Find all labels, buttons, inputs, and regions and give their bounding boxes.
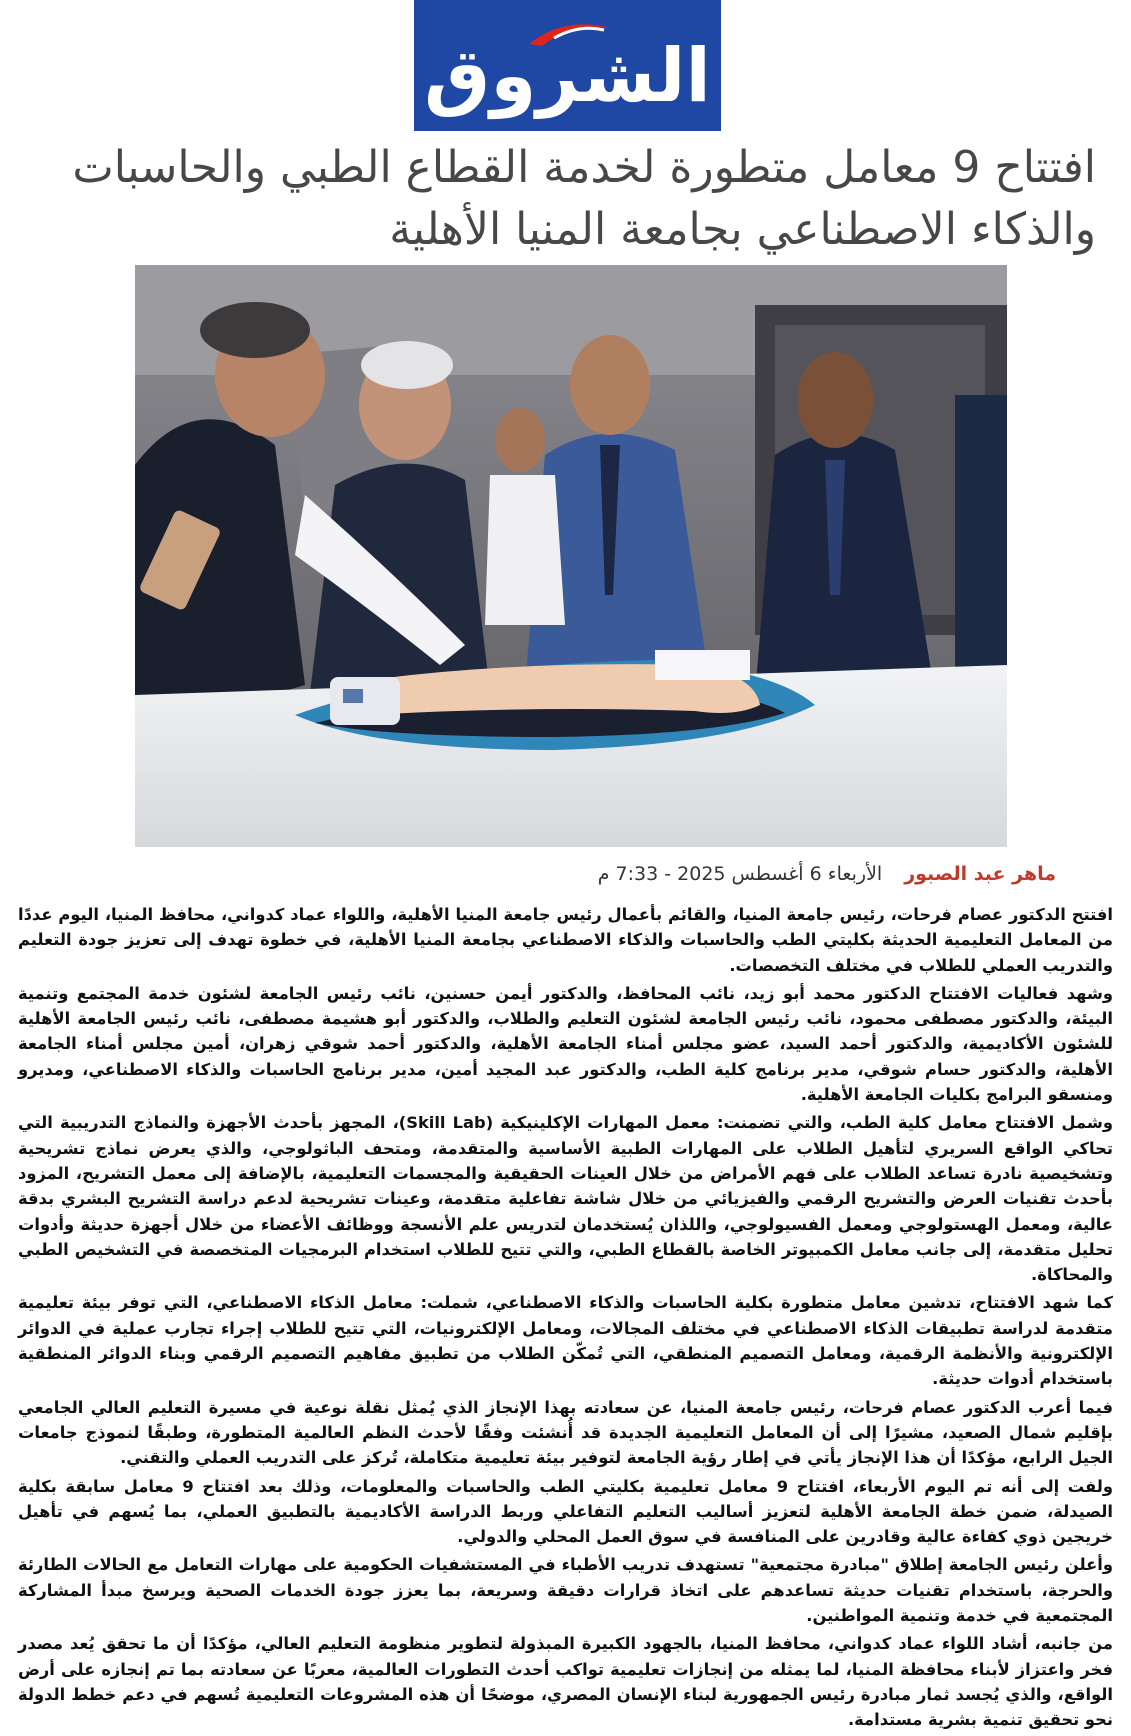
article-paragraph: كما شهد الافتتاح، تدشين معامل متطورة بكلية الحاسبات والذكاء الاصطناعي، شملت: معامل الذكاء الاصطناعي، التي توفر بيئة تعليمية متقدمة لدراسة تطبيقات الذكاء الاصطناعي في مختلف المجالات، ومعامل الإلكترونيات، التي تتيح للطلاب إجراء تجارب عملية في الدوائر الإلكترونية والأنظمة الرقمية، ومعامل التصميم المنطقي، التي تُمكّن الطلاب من تطبيق مفاهيم التصميم الرقمي وبناء الدوائر المنطقية باستخدام أدوات حديثة. — [18, 1293, 1113, 1389]
author-name[interactable]: ماهر عبد الصبور — [904, 863, 1056, 885]
article-paragraph: من جانبه، أشاد اللواء عماد كدواني، محافظ المنيا، بالجهود الكبيرة المبذولة لتطوير منظومة التعليم العالي، مؤكدًا أن ما تحقق يُعد مصدر فخر واعتزاز لأبناء محافظة المنيا، لما يمثله من إنجازات تعليمية تواكب أحدث التطورات العالمية، معربًا عن سعادته بما تم إنجازه على أرض الواقع، والذي يُجسد ثمار مبادرة رئيس الجمهورية لبناء الإنسان المصري، موضحًا أن هذه المشروعات التعليمية تُسهم في دعم خطط الدولة نحو تحقيق تنمية بشرية مستدامة. — [18, 1634, 1113, 1730]
photo-officials-inspecting-medical-training-model-icon — [135, 265, 1007, 847]
byline — [598, 863, 1056, 885]
article-paragraph: فيما أعرب الدكتور عصام فرحات، رئيس جامعة المنيا، عن سعادته بهذا الإنجاز الذي يُمثل نقلة نوعية في مسيرة التعليم العالي الجامعي بإقليم شمال الصعيد، مشيرًا إلى أن المعامل التعليمية الجديدة قد أُنشئت وفقًا لأحدث النظم العالمية المتطورة، وطبقًا لنموذج جامعات الجيل الرابع، مؤكدًا أن هذا الإنجاز يأتي في إطار رؤية الجامعة لتوفير بيئة تعليمية متكاملة، تُركز على التدريب العملي والتقني. — [18, 1397, 1113, 1468]
logo-wordmark: الشروق — [424, 32, 711, 119]
masthead-logo[interactable] — [414, 0, 721, 131]
article-headline — [36, 137, 1096, 261]
article-photo — [135, 265, 1007, 847]
swoosh-icon — [524, 20, 614, 50]
article-paragraph: وشهد فعاليات الافتتاح الدكتور محمد أبو زيد، نائب المحافظ، والدكتور أيمن حسنين، نائب رئيس الجامعة لشئون خدمة المجتمع وتنمية البيئة، والدكتور مصطفى محمود، نائب رئيس الجامعة لشئون التعليم والطلاب، والدكتور أبو هشيمة مصطفى، نائب رئيس الجامعة الأهلية للشئون الأكاديمية، والدكتور أحمد السيد، عضو مجلس أمناء الجامعة الأهلية، والدكتور أحمد شوقي زهران، أمين مجلس أمناء الجامعة الأهلية، والدكتور حسام شوقي، مدير برنامج كلية الطب، والدكتور عبد المجيد أمين، مدير برنامج الحاسبات والذكاء الاصطناعي، ومديرو ومنسقو البرامج بكليات الجامعة الأهلية. — [18, 983, 1113, 1105]
article-paragraph: ولفت إلى أنه تم اليوم الأربعاء، افتتاح 9 معامل تعليمية بكليتي الطب والحاسبات والمعلومات، وذلك بعد افتتاح 9 معامل سابقة بكلية الصيدلة، ضمن خطة الجامعة الأهلية لتعزيز أساليب التعليم التفاعلي وربط الدراسة الأكاديمية بالتطبيق العملي، بما يُسهم في تأهيل خريجين ذوي كفاءة عالية وقادرين على المنافسة في سوق العمل المحلي والدولي. — [18, 1476, 1113, 1547]
headline-line-2: والذكاء الاصطناعي بجامعة المنيا الأهلية — [389, 204, 1096, 255]
headline-line-1: افتتاح 9 معامل متطورة لخدمة القطاع الطبي والحاسبات — [72, 142, 1096, 193]
publish-date: الأربعاء 6 أغسطس 2025 - 7:33 م — [597, 863, 883, 885]
article-paragraph: افتتح الدكتور عصام فرحات، رئيس جامعة المنيا، والقائم بأعمال رئيس جامعة المنيا الأهلية، واللواء عماد كدواني، محافظ المنيا، اليوم عددًا من المعامل التعليمية الحديثة بكليتي الطب والحاسبات والذكاء الاصطناعي بجامعة المنيا الأهلية، في خطوة تهدف إلى تعزيز جودة التعليم والتدريب العملي للطلاب في مختلف التخصصات. — [18, 905, 1113, 975]
article-body — [18, 902, 1113, 1736]
article-paragraph: وشمل الافتتاح معامل كلية الطب، والتي تضمنت: معمل المهارات الإكلينيكية (Skill Lab)، المجهز بأحدث الأجهزة والنماذج التدريبية التي تحاكي الواقع السريري لتأهيل الطلاب على المهارات الطبية الأساسية والمتقدمة، ومتحف الباثولوجي، والذي يعرض نماذج تشريحية وتشخيصية نادرة تساعد الطلاب على فهم الأمراض من خلال العينات الحقيقية والمجسمات التعليمية، بالإضافة إلى معمل التشريح، المزود بأحدث تقنيات العرض والتشريح الرقمي والفيزيائي من خلال شاشة تفاعلية متقدمة، وعينات تشريحية لدعم دراسة التشريح البشري بدقة عالية، ومعمل الهستولوجي ومعمل الفسيولوجي، واللذان يُستخدمان لتدريس علم الأنسجة ووظائف الأعضاء من خلال أجهزة حديثة وأدوات تحليل متقدمة، إلى جانب معامل الكمبيوتر الخاصة بالقطاع الطبي، والتي تتيح للطلاب استخدام البرمجيات المتخصصة في التشخيص الطبي والمحاكاة. — [18, 1113, 1113, 1285]
article-paragraph: وأعلن رئيس الجامعة إطلاق "مبادرة مجتمعية" تستهدف تدريب الأطباء في المستشفيات الحكومية على مهارات التعامل مع الحالات الطارئة والحرجة، باستخدام تقنيات حديثة تساعدهم على اتخاذ قرارات دقيقة وسريعة، بما يعزز جودة الخدمات الصحية ويرسخ مبدأ المشاركة المجتمعية في خدمة وتنمية المواطنين. — [18, 1555, 1113, 1626]
